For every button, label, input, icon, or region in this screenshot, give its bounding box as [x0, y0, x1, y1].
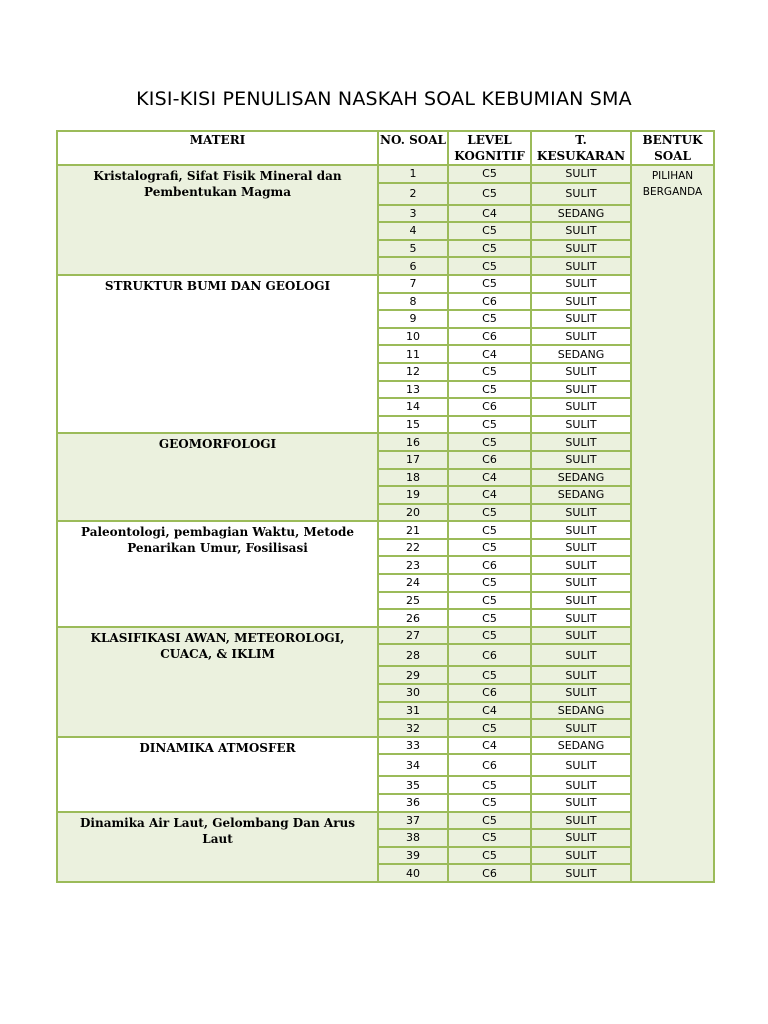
kesukaran-cell: SULIT [531, 644, 631, 666]
table-row [57, 627, 714, 645]
no-soal-cell: 39 [378, 847, 448, 865]
no-soal-cell: 21 [378, 521, 448, 539]
table-row [57, 433, 714, 451]
no-soal-cell: 1 [378, 165, 448, 183]
level-kognitif-cell: C5 [448, 363, 531, 381]
no-soal-cell: 30 [378, 684, 448, 702]
no-soal-cell: 34 [378, 754, 448, 776]
level-kognitif-cell: C6 [448, 864, 531, 882]
kesukaran-cell: SULIT [531, 165, 631, 183]
no-soal-cell: 26 [378, 609, 448, 627]
kesukaran-cell: SULIT [531, 776, 631, 794]
kesukaran-cell: SULIT [531, 556, 631, 574]
level-kognitif-cell: C4 [448, 486, 531, 504]
kesukaran-cell: SULIT [531, 328, 631, 346]
kesukaran-cell: SULIT [531, 864, 631, 882]
kesukaran-cell: SULIT [531, 754, 631, 776]
no-soal-cell: 28 [378, 644, 448, 666]
materi-cell: Kristalografi, Sifat Fisik Mineral dan Pembentukan Magma [57, 165, 378, 275]
level-kognitif-cell: C5 [448, 776, 531, 794]
level-kognitif-cell: C5 [448, 222, 531, 240]
header-level-kognitif: LEVEL KOGNITIF [448, 131, 531, 165]
no-soal-cell: 17 [378, 451, 448, 469]
level-kognitif-cell: C5 [448, 310, 531, 328]
table-row [57, 521, 714, 539]
no-soal-cell: 15 [378, 416, 448, 434]
kesukaran-cell: SEDANG [531, 737, 631, 755]
header-no-soal: NO. SOAL [378, 131, 448, 165]
kesukaran-cell: SULIT [531, 812, 631, 830]
level-kognitif-cell: C4 [448, 345, 531, 363]
no-soal-cell: 22 [378, 539, 448, 557]
no-soal-cell: 7 [378, 275, 448, 293]
level-kognitif-cell: C5 [448, 666, 531, 684]
header-materi: MATERI [57, 131, 378, 165]
header-tingkat-kesukaran: T. KESUKARAN [531, 131, 631, 165]
no-soal-cell: 3 [378, 205, 448, 223]
level-kognitif-cell: C4 [448, 205, 531, 223]
level-kognitif-cell: C5 [448, 574, 531, 592]
no-soal-cell: 13 [378, 381, 448, 399]
kesukaran-cell: SULIT [531, 183, 631, 205]
level-kognitif-cell: C5 [448, 381, 531, 399]
no-soal-cell: 18 [378, 469, 448, 487]
level-kognitif-cell: C5 [448, 847, 531, 865]
materi-cell: DINAMIKA ATMOSFER [57, 737, 378, 812]
kesukaran-cell: SULIT [531, 574, 631, 592]
table-row [57, 737, 714, 755]
no-soal-cell: 32 [378, 719, 448, 737]
kesukaran-cell: SULIT [531, 240, 631, 258]
no-soal-cell: 11 [378, 345, 448, 363]
kesukaran-cell: SULIT [531, 293, 631, 311]
level-kognitif-cell: C5 [448, 812, 531, 830]
kesukaran-cell: SULIT [531, 829, 631, 847]
kesukaran-cell: SULIT [531, 609, 631, 627]
bentuk-soal-cell: PILIHAN BERGANDA [631, 165, 714, 882]
level-kognitif-cell: C5 [448, 592, 531, 610]
level-kognitif-cell: C4 [448, 737, 531, 755]
level-kognitif-cell: C6 [448, 328, 531, 346]
materi-cell: KLASIFIKASI AWAN, METEOROLOGI, CUACA, & IKLIM [57, 627, 378, 737]
kesukaran-cell: SULIT [531, 504, 631, 522]
no-soal-cell: 20 [378, 504, 448, 522]
kesukaran-cell: SULIT [531, 719, 631, 737]
kesukaran-cell: SULIT [531, 847, 631, 865]
no-soal-cell: 16 [378, 433, 448, 451]
materi-cell: Paleontologi, pembagian Waktu, Metode Penarikan Umur, Fosilisasi [57, 521, 378, 627]
kesukaran-cell: SULIT [531, 521, 631, 539]
no-soal-cell: 10 [378, 328, 448, 346]
kesukaran-cell: SULIT [531, 398, 631, 416]
level-kognitif-cell: C6 [448, 398, 531, 416]
no-soal-cell: 24 [378, 574, 448, 592]
kesukaran-cell: SEDANG [531, 469, 631, 487]
no-soal-cell: 6 [378, 257, 448, 275]
no-soal-cell: 37 [378, 812, 448, 830]
header-row [57, 131, 714, 165]
level-kognitif-cell: C5 [448, 719, 531, 737]
level-kognitif-cell: C5 [448, 165, 531, 183]
no-soal-cell: 40 [378, 864, 448, 882]
level-kognitif-cell: C6 [448, 451, 531, 469]
kesukaran-cell: SULIT [531, 794, 631, 812]
kesukaran-cell: SEDANG [531, 486, 631, 504]
level-kognitif-cell: C5 [448, 183, 531, 205]
kesukaran-cell: SULIT [531, 381, 631, 399]
materi-cell: GEOMORFOLOGI [57, 433, 378, 521]
level-kognitif-cell: C6 [448, 644, 531, 666]
level-kognitif-cell: C5 [448, 521, 531, 539]
no-soal-cell: 35 [378, 776, 448, 794]
level-kognitif-cell: C5 [448, 794, 531, 812]
kesukaran-cell: SULIT [531, 222, 631, 240]
table-row [57, 165, 714, 183]
kesukaran-cell: SULIT [531, 363, 631, 381]
kesukaran-cell: SULIT [531, 684, 631, 702]
level-kognitif-cell: C5 [448, 257, 531, 275]
kesukaran-cell: SULIT [531, 592, 631, 610]
level-kognitif-cell: C6 [448, 293, 531, 311]
no-soal-cell: 19 [378, 486, 448, 504]
no-soal-cell: 8 [378, 293, 448, 311]
level-kognitif-cell: C5 [448, 240, 531, 258]
kesukaran-cell: SULIT [531, 416, 631, 434]
no-soal-cell: 29 [378, 666, 448, 684]
kesukaran-cell: SULIT [531, 539, 631, 557]
table-row [57, 275, 714, 293]
no-soal-cell: 2 [378, 183, 448, 205]
no-soal-cell: 4 [378, 222, 448, 240]
kesukaran-cell: SEDANG [531, 345, 631, 363]
level-kognitif-cell: C6 [448, 754, 531, 776]
no-soal-cell: 36 [378, 794, 448, 812]
kesukaran-cell: SULIT [531, 451, 631, 469]
level-kognitif-cell: C5 [448, 416, 531, 434]
no-soal-cell: 23 [378, 556, 448, 574]
level-kognitif-cell: C5 [448, 504, 531, 522]
level-kognitif-cell: C4 [448, 469, 531, 487]
kesukaran-cell: SULIT [531, 627, 631, 645]
no-soal-cell: 5 [378, 240, 448, 258]
kesukaran-cell: SULIT [531, 275, 631, 293]
table-body [57, 165, 714, 882]
kesukaran-cell: SULIT [531, 310, 631, 328]
level-kognitif-cell: C6 [448, 556, 531, 574]
page-title: KISI-KISI PENULISAN NASKAH SOAL KEBUMIAN SMA [136, 88, 632, 110]
kisi-kisi-table [56, 130, 715, 883]
materi-cell: STRUKTUR BUMI DAN GEOLOGI [57, 275, 378, 433]
kesukaran-cell: SULIT [531, 257, 631, 275]
no-soal-cell: 12 [378, 363, 448, 381]
kesukaran-cell: SEDANG [531, 702, 631, 720]
no-soal-cell: 38 [378, 829, 448, 847]
level-kognitif-cell: C5 [448, 275, 531, 293]
level-kognitif-cell: C5 [448, 539, 531, 557]
no-soal-cell: 31 [378, 702, 448, 720]
kesukaran-cell: SULIT [531, 666, 631, 684]
level-kognitif-cell: C5 [448, 627, 531, 645]
header-bentuk-soal: BENTUK SOAL [631, 131, 714, 165]
level-kognitif-cell: C5 [448, 829, 531, 847]
level-kognitif-cell: C5 [448, 433, 531, 451]
kesukaran-cell: SEDANG [531, 205, 631, 223]
level-kognitif-cell: C6 [448, 684, 531, 702]
level-kognitif-cell: C5 [448, 609, 531, 627]
no-soal-cell: 27 [378, 627, 448, 645]
no-soal-cell: 9 [378, 310, 448, 328]
level-kognitif-cell: C4 [448, 702, 531, 720]
no-soal-cell: 14 [378, 398, 448, 416]
no-soal-cell: 25 [378, 592, 448, 610]
table-row [57, 812, 714, 830]
kesukaran-cell: SULIT [531, 433, 631, 451]
materi-cell: Dinamika Air Laut, Gelombang Dan Arus Laut [57, 812, 378, 882]
no-soal-cell: 33 [378, 737, 448, 755]
